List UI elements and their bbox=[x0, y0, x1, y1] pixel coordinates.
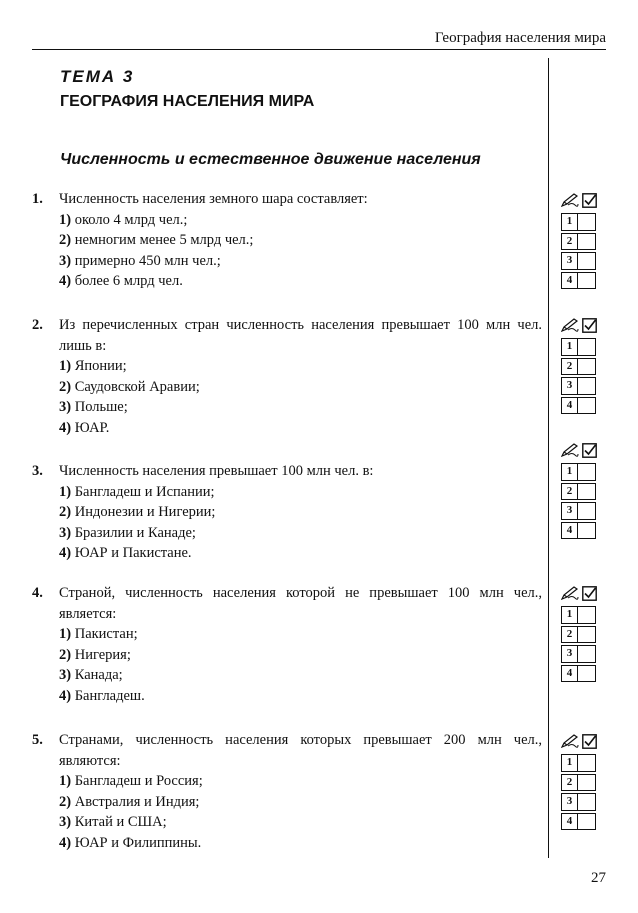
answer-grid-5 bbox=[561, 731, 601, 832]
answer-number-box: 4 bbox=[561, 813, 578, 831]
option-number: 3) bbox=[59, 399, 72, 415]
option-number: 1) bbox=[59, 773, 72, 789]
pen-icon bbox=[561, 318, 579, 332]
option-text: Канада; bbox=[74, 667, 123, 683]
question-text: Из перечисленных стран численность населения превышает 100 млн чел. лишь в: bbox=[59, 317, 542, 354]
running-header: География населения мира bbox=[434, 30, 606, 46]
answer-box[interactable] bbox=[578, 338, 596, 356]
answer-grid-1 bbox=[561, 190, 601, 291]
answer-number-box: 3 bbox=[561, 793, 578, 811]
option-text: Нигерия; bbox=[74, 646, 131, 663]
option-number: 4) bbox=[59, 419, 72, 436]
answer-number-box: 3 bbox=[561, 252, 578, 270]
option-number: 1) bbox=[59, 483, 72, 500]
option-number: 2) bbox=[59, 646, 72, 663]
option-text: Бангладеш и Испании; bbox=[74, 483, 215, 500]
question-4 bbox=[32, 583, 542, 706]
answer-box[interactable] bbox=[578, 626, 596, 644]
answer-number-box: 3 bbox=[561, 645, 578, 663]
option-text: Китай и США; bbox=[74, 814, 167, 830]
option-text: около 4 млрд чел.; bbox=[74, 211, 188, 228]
answer-box[interactable] bbox=[578, 813, 596, 831]
option bbox=[59, 523, 542, 544]
pen-icon bbox=[561, 734, 579, 748]
option-text: ЮАР и Пакистане. bbox=[74, 545, 192, 561]
answer-number-box: 2 bbox=[561, 358, 578, 376]
option bbox=[59, 482, 542, 503]
option bbox=[59, 397, 542, 418]
answer-box[interactable] bbox=[578, 774, 596, 792]
header-rule bbox=[32, 49, 606, 50]
question-text: Численность населения земного шара составляет: bbox=[59, 191, 368, 207]
check-box-icon bbox=[582, 586, 597, 601]
answer-box[interactable] bbox=[578, 272, 596, 290]
question-number: 3. bbox=[32, 463, 43, 479]
option-text: Пакистан; bbox=[74, 626, 138, 642]
answer-box[interactable] bbox=[578, 252, 596, 270]
question-number: 5. bbox=[32, 732, 43, 748]
answer-number-box: 4 bbox=[561, 397, 578, 415]
answer-box[interactable] bbox=[578, 665, 596, 683]
option bbox=[59, 833, 542, 854]
option bbox=[59, 230, 542, 251]
option-text: ЮАР. bbox=[74, 419, 110, 436]
option-number: 4) bbox=[59, 687, 72, 704]
option-number: 3) bbox=[59, 252, 72, 269]
option bbox=[59, 792, 542, 813]
question-number: 4. bbox=[32, 585, 43, 601]
option-text: более 6 млрд чел. bbox=[74, 273, 183, 289]
answer-number-box: 1 bbox=[561, 463, 578, 481]
question-number: 1. bbox=[32, 191, 43, 207]
answer-number-box: 1 bbox=[561, 606, 578, 624]
option-number: 3) bbox=[59, 814, 72, 830]
option-number: 4) bbox=[59, 545, 72, 561]
margin-rule bbox=[548, 58, 549, 858]
answer-box[interactable] bbox=[578, 397, 596, 415]
option-text: Бразилии и Канаде; bbox=[74, 524, 196, 541]
answer-box[interactable] bbox=[578, 463, 596, 481]
answer-box[interactable] bbox=[578, 754, 596, 772]
option bbox=[59, 686, 542, 707]
option bbox=[59, 771, 542, 792]
topic-label: ТЕМА 3 bbox=[60, 67, 135, 86]
option-text: ЮАР и Филиппины. bbox=[74, 834, 202, 851]
question-3 bbox=[32, 461, 542, 564]
option bbox=[59, 418, 542, 439]
option bbox=[59, 645, 542, 666]
answer-number-box: 2 bbox=[561, 483, 578, 501]
answer-box[interactable] bbox=[578, 377, 596, 395]
option-text: Бангладеш и Россия; bbox=[74, 773, 203, 789]
answer-number-box: 1 bbox=[561, 213, 578, 231]
answer-grid-3 bbox=[561, 440, 601, 541]
answer-box[interactable] bbox=[578, 793, 596, 811]
option bbox=[59, 251, 542, 272]
answer-box[interactable] bbox=[578, 502, 596, 520]
check-box-icon bbox=[582, 443, 597, 458]
option bbox=[59, 812, 542, 833]
option bbox=[59, 356, 542, 377]
question-1 bbox=[32, 189, 542, 292]
answer-box[interactable] bbox=[578, 645, 596, 663]
answer-box[interactable] bbox=[578, 522, 596, 540]
answer-number-box: 4 bbox=[561, 522, 578, 540]
question-text: Страной, численность населения которой не превышает 100 млн чел., является: bbox=[59, 585, 542, 622]
option-number: 2) bbox=[59, 504, 72, 520]
page-number: 27 bbox=[591, 870, 606, 886]
pen-icon bbox=[561, 193, 579, 207]
option-text: Польше; bbox=[74, 399, 128, 415]
section-title: Численность и естественное движение населения bbox=[60, 151, 481, 168]
option bbox=[59, 271, 542, 292]
question-text: Численность населения превышает 100 млн чел. в: bbox=[59, 463, 374, 479]
option-text: Индонезии и Нигерии; bbox=[74, 504, 216, 520]
check-box-icon bbox=[582, 734, 597, 749]
option bbox=[59, 624, 542, 645]
option-number: 1) bbox=[59, 358, 72, 374]
option-text: немногим менее 5 млрд чел.; bbox=[74, 232, 254, 248]
pen-icon bbox=[561, 586, 579, 600]
option-number: 2) bbox=[59, 378, 72, 395]
answer-number-box: 2 bbox=[561, 626, 578, 644]
pen-icon bbox=[561, 443, 579, 457]
answer-grid-4 bbox=[561, 583, 601, 684]
option-text: примерно 450 млн чел.; bbox=[74, 252, 221, 269]
option bbox=[59, 502, 542, 523]
answer-box[interactable] bbox=[578, 606, 596, 624]
option-number: 4) bbox=[59, 834, 72, 851]
option-number: 3) bbox=[59, 667, 72, 683]
option bbox=[59, 210, 542, 231]
answer-box[interactable] bbox=[578, 233, 596, 251]
answer-number-box: 1 bbox=[561, 338, 578, 356]
option-number: 1) bbox=[59, 211, 72, 228]
option-number: 4) bbox=[59, 273, 72, 289]
answer-number-box: 3 bbox=[561, 377, 578, 395]
option-text: Бангладеш. bbox=[74, 687, 145, 704]
check-box-icon bbox=[582, 318, 597, 333]
option-text: Японии; bbox=[74, 358, 127, 374]
option bbox=[59, 377, 542, 398]
question-text: Странами, численность населения которых превышает 200 млн чел., являются: bbox=[59, 732, 542, 769]
option bbox=[59, 543, 542, 564]
answer-grid-2 bbox=[561, 315, 601, 416]
option-text: Саудовской Аравии; bbox=[74, 378, 200, 395]
answer-number-box: 3 bbox=[561, 502, 578, 520]
answer-number-box: 2 bbox=[561, 233, 578, 251]
check-box-icon bbox=[582, 193, 597, 208]
question-2 bbox=[32, 315, 542, 438]
option-number: 3) bbox=[59, 524, 72, 541]
option-text: Австралия и Индия; bbox=[74, 793, 200, 810]
answer-box[interactable] bbox=[578, 483, 596, 501]
answer-number-box: 4 bbox=[561, 272, 578, 290]
answer-box[interactable] bbox=[578, 213, 596, 231]
answer-number-box: 2 bbox=[561, 774, 578, 792]
answer-number-box: 4 bbox=[561, 665, 578, 683]
option-number: 2) bbox=[59, 232, 72, 248]
question-5 bbox=[32, 730, 542, 853]
option bbox=[59, 665, 542, 686]
option-number: 1) bbox=[59, 626, 72, 642]
answer-box[interactable] bbox=[578, 358, 596, 376]
question-number: 2. bbox=[32, 317, 43, 333]
answer-number-box: 1 bbox=[561, 754, 578, 772]
topic-title: ГЕОГРАФИЯ НАСЕЛЕНИЯ МИРА bbox=[60, 93, 315, 110]
option-number: 2) bbox=[59, 793, 72, 810]
